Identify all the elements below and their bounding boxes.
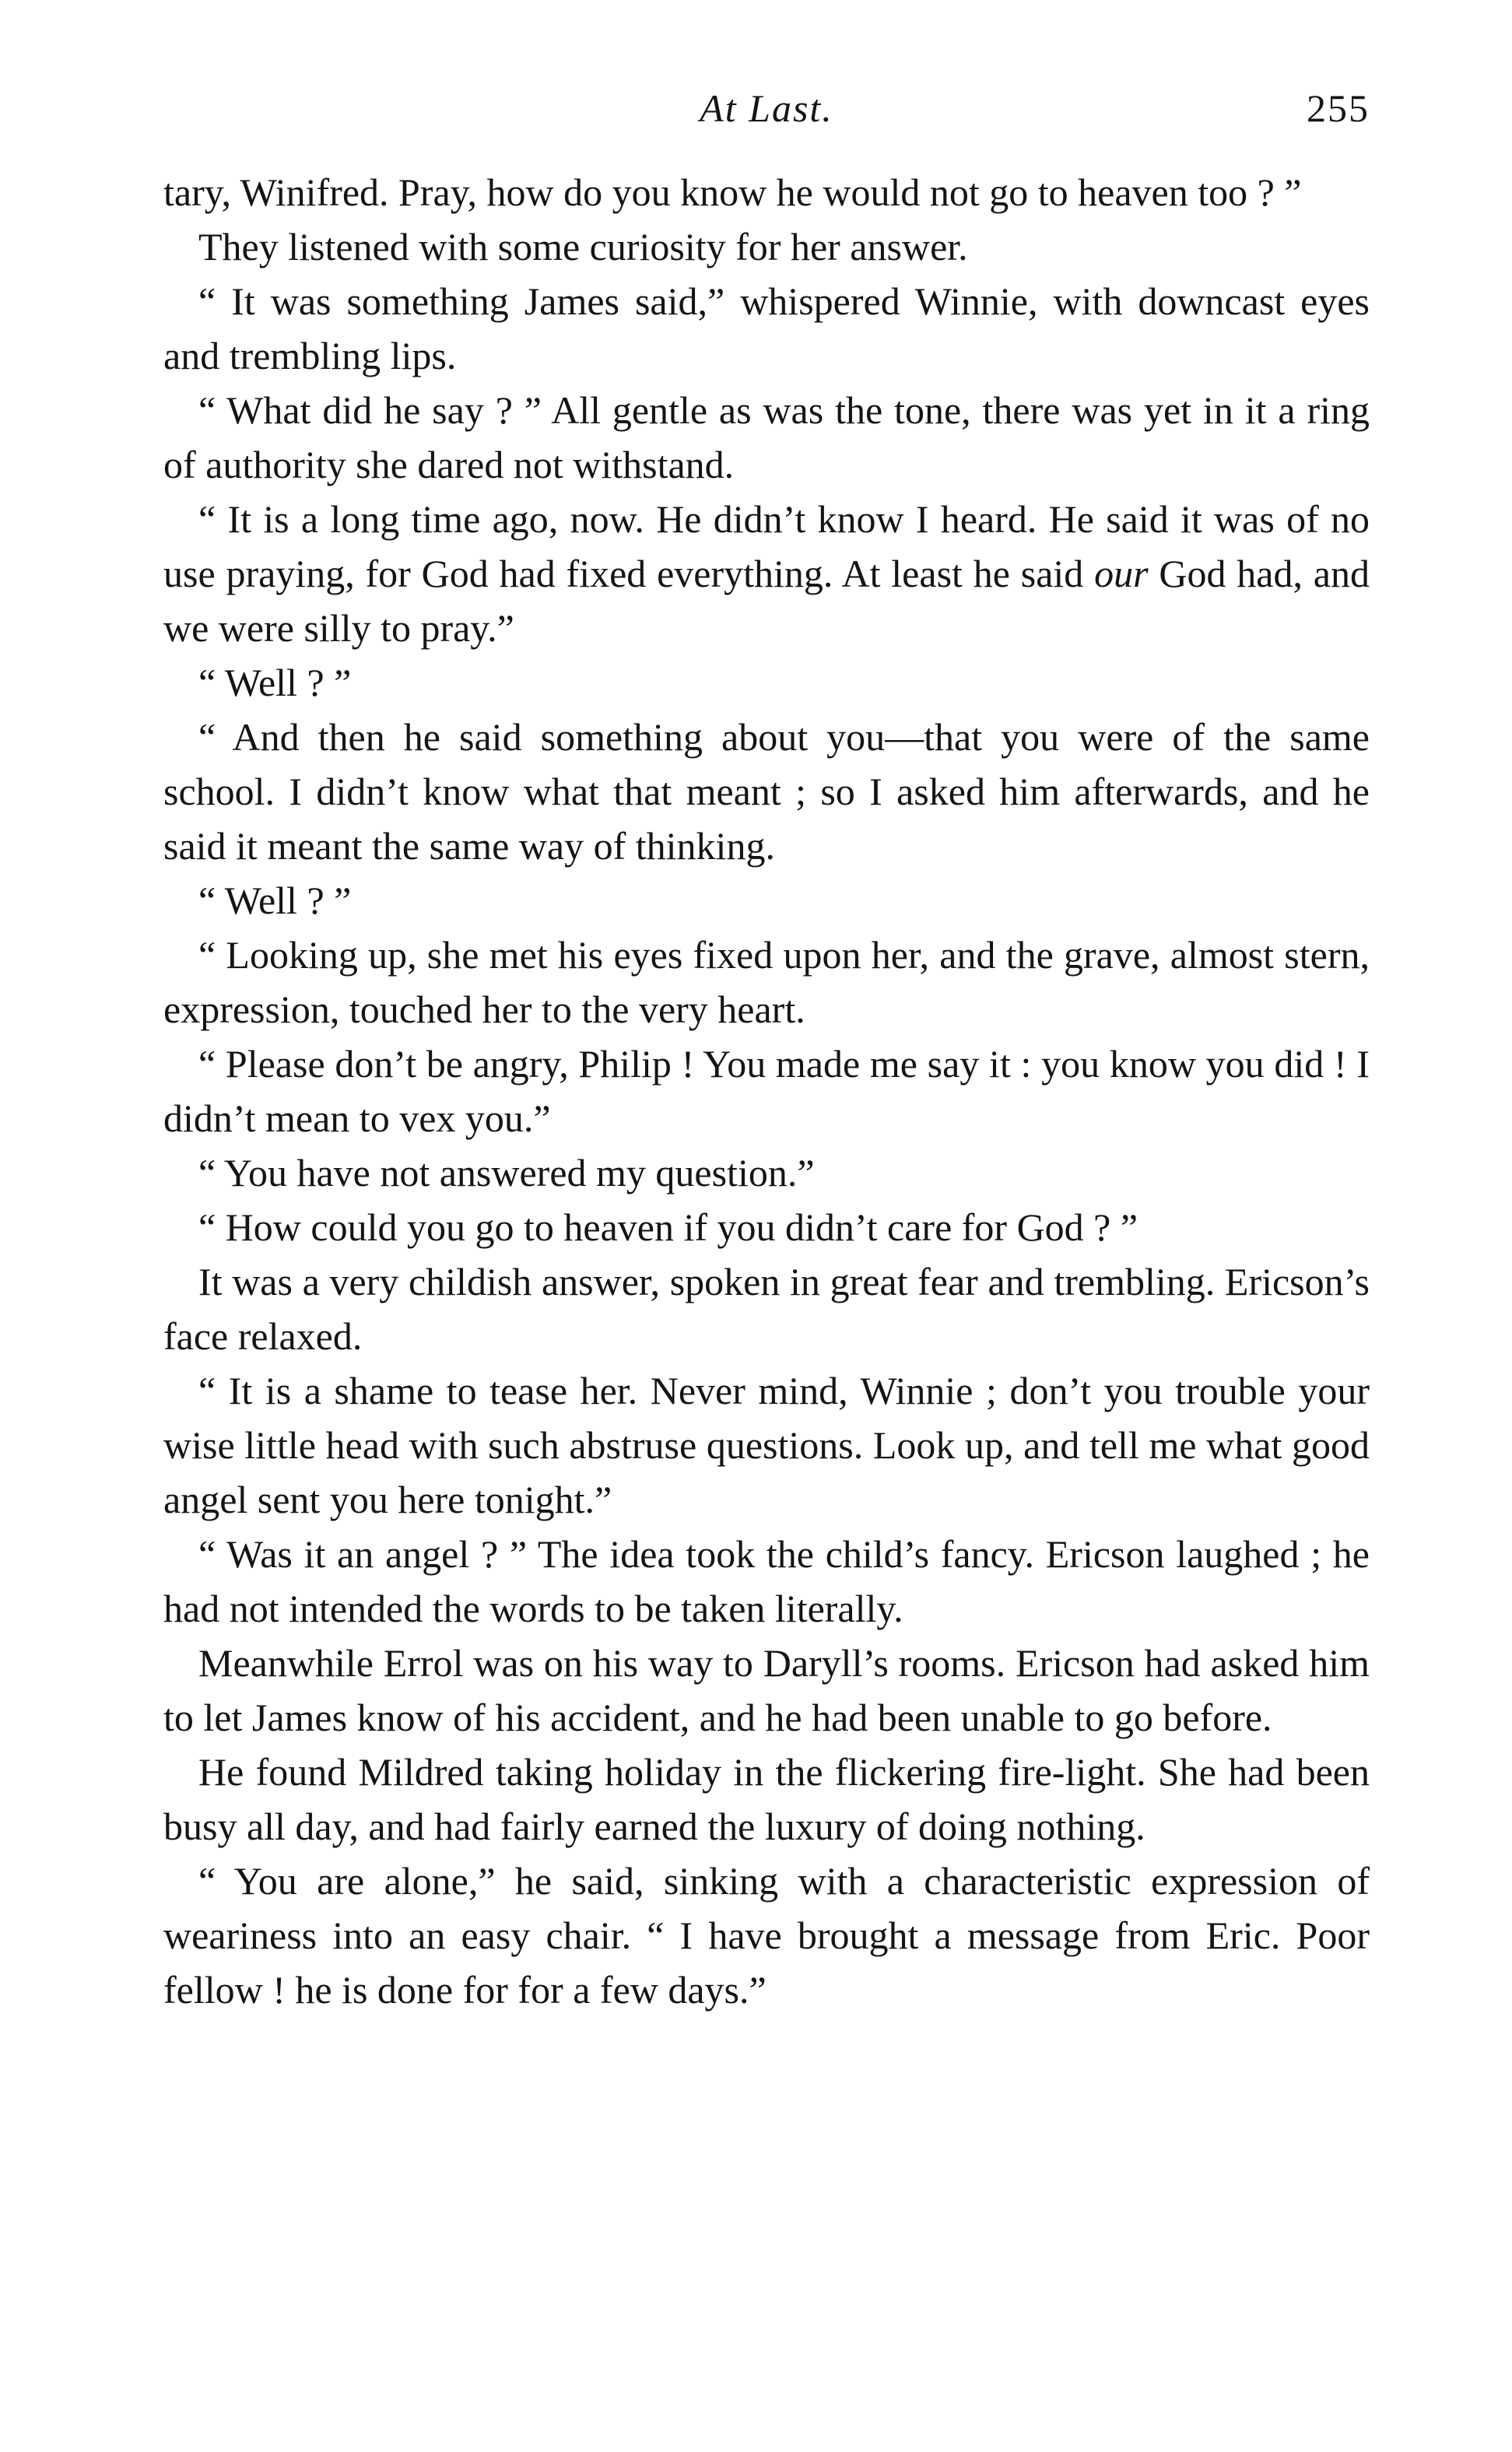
paragraph: “ You have not answered my question.” <box>198 1151 815 1194</box>
running-title: At Last. <box>700 86 833 130</box>
paragraph: “ How could you go to heaven if you didn’t care for God ? ” <box>198 1205 1138 1249</box>
paragraph-text: “ It is a long time ago, now. He didn’t know I heard. He said it was of no use praying, for God had fixed everything. At least he said <box>163 497 1370 595</box>
emphasis-text: our <box>1094 552 1149 595</box>
paragraph: “ Please don’t be angry, Philip ! You made me say it : you know you did ! I didn’t mean to vex you.” <box>163 1042 1370 1140</box>
paragraph: They listened with some curiosity for her answer. <box>198 225 968 268</box>
paragraph: Meanwhile Errol was on his way to Daryll’s rooms. Ericson had asked him to let James know of his accident, and he had been unable to go before. <box>163 1641 1370 1739</box>
page-header <box>163 86 1370 156</box>
paragraph-text: God had, and we were silly to pray.” <box>163 552 1370 650</box>
paragraph: “ What did he say ? ” All gentle as was the tone, there was yet in it a ring of authority she dared not withstand. <box>163 388 1370 486</box>
paragraph: He found Mildred taking holiday in the flickering fire-light. She had been busy all day, and had fairly earned the luxury of doing nothing. <box>163 1750 1370 1848</box>
paragraph: “ And then he said something about you—that you were of the same school. I didn’t know what that meant ; so I asked him afterwards, and he said it meant the same way of thinking. <box>163 715 1370 868</box>
paragraph: “ It was something James said,” whispered Winnie, with downcast eyes and trembling lips. <box>163 279 1370 377</box>
paragraph: It was a very childish answer, spoken in great fear and trembling. Ericson’s face relaxed. <box>163 1260 1370 1358</box>
paragraph: “ Looking up, she met his eyes fixed upon her, and the grave, almost stern, expression, touched her to the very heart. <box>163 933 1370 1031</box>
paragraph: “ It is a shame to tease her. Never mind, Winnie ; don’t you trouble your wise little head with such abstruse questions. Look up, and tell me what good angel sent you here tonight.” <box>163 1369 1370 1521</box>
paragraph: tary, Winifred. Pray, how do you know he would not go to heaven too ? ” <box>163 170 1302 214</box>
paragraph <box>163 492 1370 655</box>
book-page <box>163 86 1370 2017</box>
paragraph: “ Well ? ” <box>198 661 352 704</box>
body-text <box>163 165 1370 2017</box>
paragraph: “ Well ? ” <box>198 879 352 922</box>
page-number: 255 <box>1307 86 1370 130</box>
paragraph: “ You are alone,” he said, sinking with a characteristic expression of weariness into an easy chair. “ I have brought a message from Eric. Poor fellow ! he is done for for a few days.” <box>163 1859 1370 2012</box>
paragraph: “ Was it an angel ? ” The idea took the child’s fancy. Ericson laughed ; he had not intended the words to be taken literally. <box>163 1532 1370 1630</box>
